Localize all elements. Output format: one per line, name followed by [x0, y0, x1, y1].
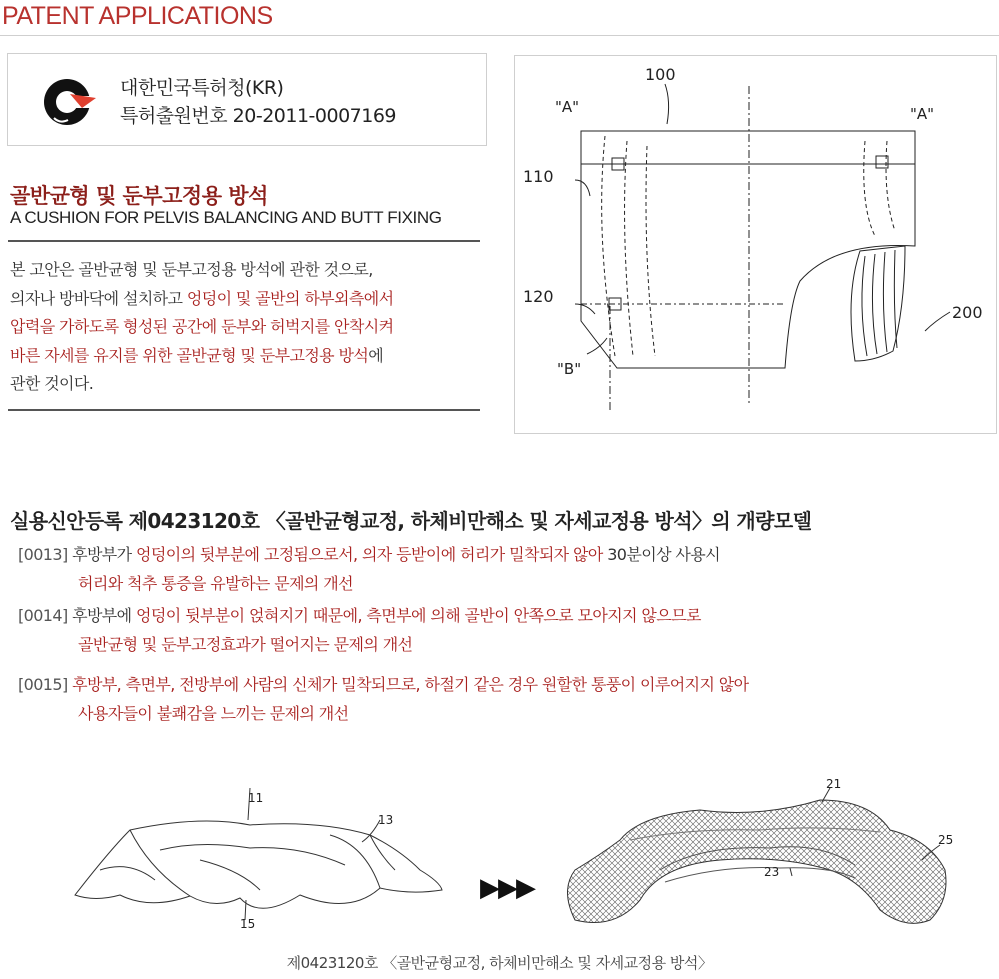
label-15: 15 — [240, 917, 256, 931]
item-highlight: 엉덩이의 뒷부분에 고정됨으로서, 의자 등받이에 허리가 밀착되자 않아 — [136, 545, 603, 564]
item-text: 후방부에 — [67, 606, 137, 625]
item-line — [18, 540, 720, 569]
kipo-logo-icon — [40, 72, 100, 132]
improved-cushion-drawing — [568, 788, 947, 923]
desc-highlight: 엉덩이 및 골반의 하부외측에서 — [186, 288, 394, 308]
header-divider — [0, 35, 999, 36]
item-line: 골반균형 및 둔부고정효과가 떨어지는 문제의 개선 — [78, 635, 413, 654]
label-13: 13 — [378, 813, 394, 827]
label-25: 25 — [938, 833, 954, 847]
page-title: PATENT APPLICATIONS — [2, 2, 273, 30]
desc-line: 압력을 가하도록 형성된 공간에 둔부와 허벅지를 안착시켜 — [10, 317, 394, 336]
desc-line — [10, 285, 490, 314]
label-b: "B" — [557, 360, 582, 378]
desc-text: 의자나 방바닥에 설치하고 — [10, 288, 187, 308]
improvement-item-0015 — [18, 670, 749, 728]
invention-description — [10, 256, 490, 399]
item-text: 30분이상 사용시 — [602, 545, 721, 564]
arrow-icon: ▶▶▶ — [480, 873, 534, 903]
item-highlight: 엉덩이 뒷부분이 얹혀지기 때문에, 측면부에 의해 골반이 안쪽으로 모아지지 않으므로 — [136, 606, 701, 625]
invention-title-english: A CUSHION FOR PELVIS BALANCING AND BUTT FIXING — [10, 208, 442, 227]
patent-drawing-box — [514, 55, 997, 434]
label-100: 100 — [645, 65, 676, 84]
item-highlight: 후방부, 측면부, 전방부에 사람의 신체가 밀착되므로, 하절기 같은 경우 원할한 통풍이 이루어지지 않아 — [72, 675, 749, 694]
patent-drawing — [515, 56, 996, 433]
desc-line: 관한 것이다. — [10, 374, 94, 393]
patent-office-name: 대한민국특허청(KR) — [120, 77, 284, 99]
desc-line — [10, 342, 490, 371]
item-line — [18, 670, 749, 699]
item-line: 허리와 척추 통증을 유발하는 문제의 개선 — [78, 574, 353, 593]
label-11: 11 — [248, 791, 264, 805]
old-cushion-drawing — [75, 788, 442, 920]
item-line — [18, 601, 701, 630]
figure-caption: 제0423120호 〈골반균형교정, 하체비만해소 및 자세교정용 방석〉 — [286, 954, 713, 972]
label-120: 120 — [523, 287, 554, 306]
improvement-item-0014 — [18, 601, 701, 659]
label-200: 200 — [952, 303, 983, 322]
paragraph-number: [0014] — [18, 606, 68, 625]
application-number: 특허출원번호 20-2011-0007169 — [120, 105, 397, 127]
item-line: 사용자들이 불쾌감을 느끼는 문제의 개선 — [78, 704, 349, 723]
label-a-right: "A" — [910, 105, 935, 123]
improvement-item-0013 — [18, 540, 720, 598]
item-text: 후방부가 — [67, 545, 137, 564]
label-a-left: "A" — [555, 98, 580, 116]
paragraph-number: [0015] — [18, 675, 68, 694]
label-23: 23 — [764, 865, 780, 879]
desc-line: 본 고안은 골반균형 및 둔부고정용 방석에 관한 것으로, — [10, 260, 373, 279]
label-21: 21 — [826, 777, 842, 791]
paragraph-number: [0013] — [18, 545, 68, 564]
title-divider — [8, 240, 480, 242]
invention-title-korean: 골반균형 및 둔부고정용 방석 — [10, 184, 268, 208]
comparison-drawing — [0, 770, 999, 950]
desc-text: 에 — [368, 345, 384, 365]
description-divider — [8, 409, 480, 411]
label-110: 110 — [523, 167, 554, 186]
improvement-heading: 실용신안등록 제0423120호 〈골반균형교정, 하체비만해소 및 자세교정용 방석〉의 개량모델 — [10, 509, 812, 533]
desc-highlight: 바른 자세를 유지를 위한 골반균형 및 둔부고정용 방석 — [10, 345, 369, 365]
patent-office-box — [7, 53, 487, 146]
